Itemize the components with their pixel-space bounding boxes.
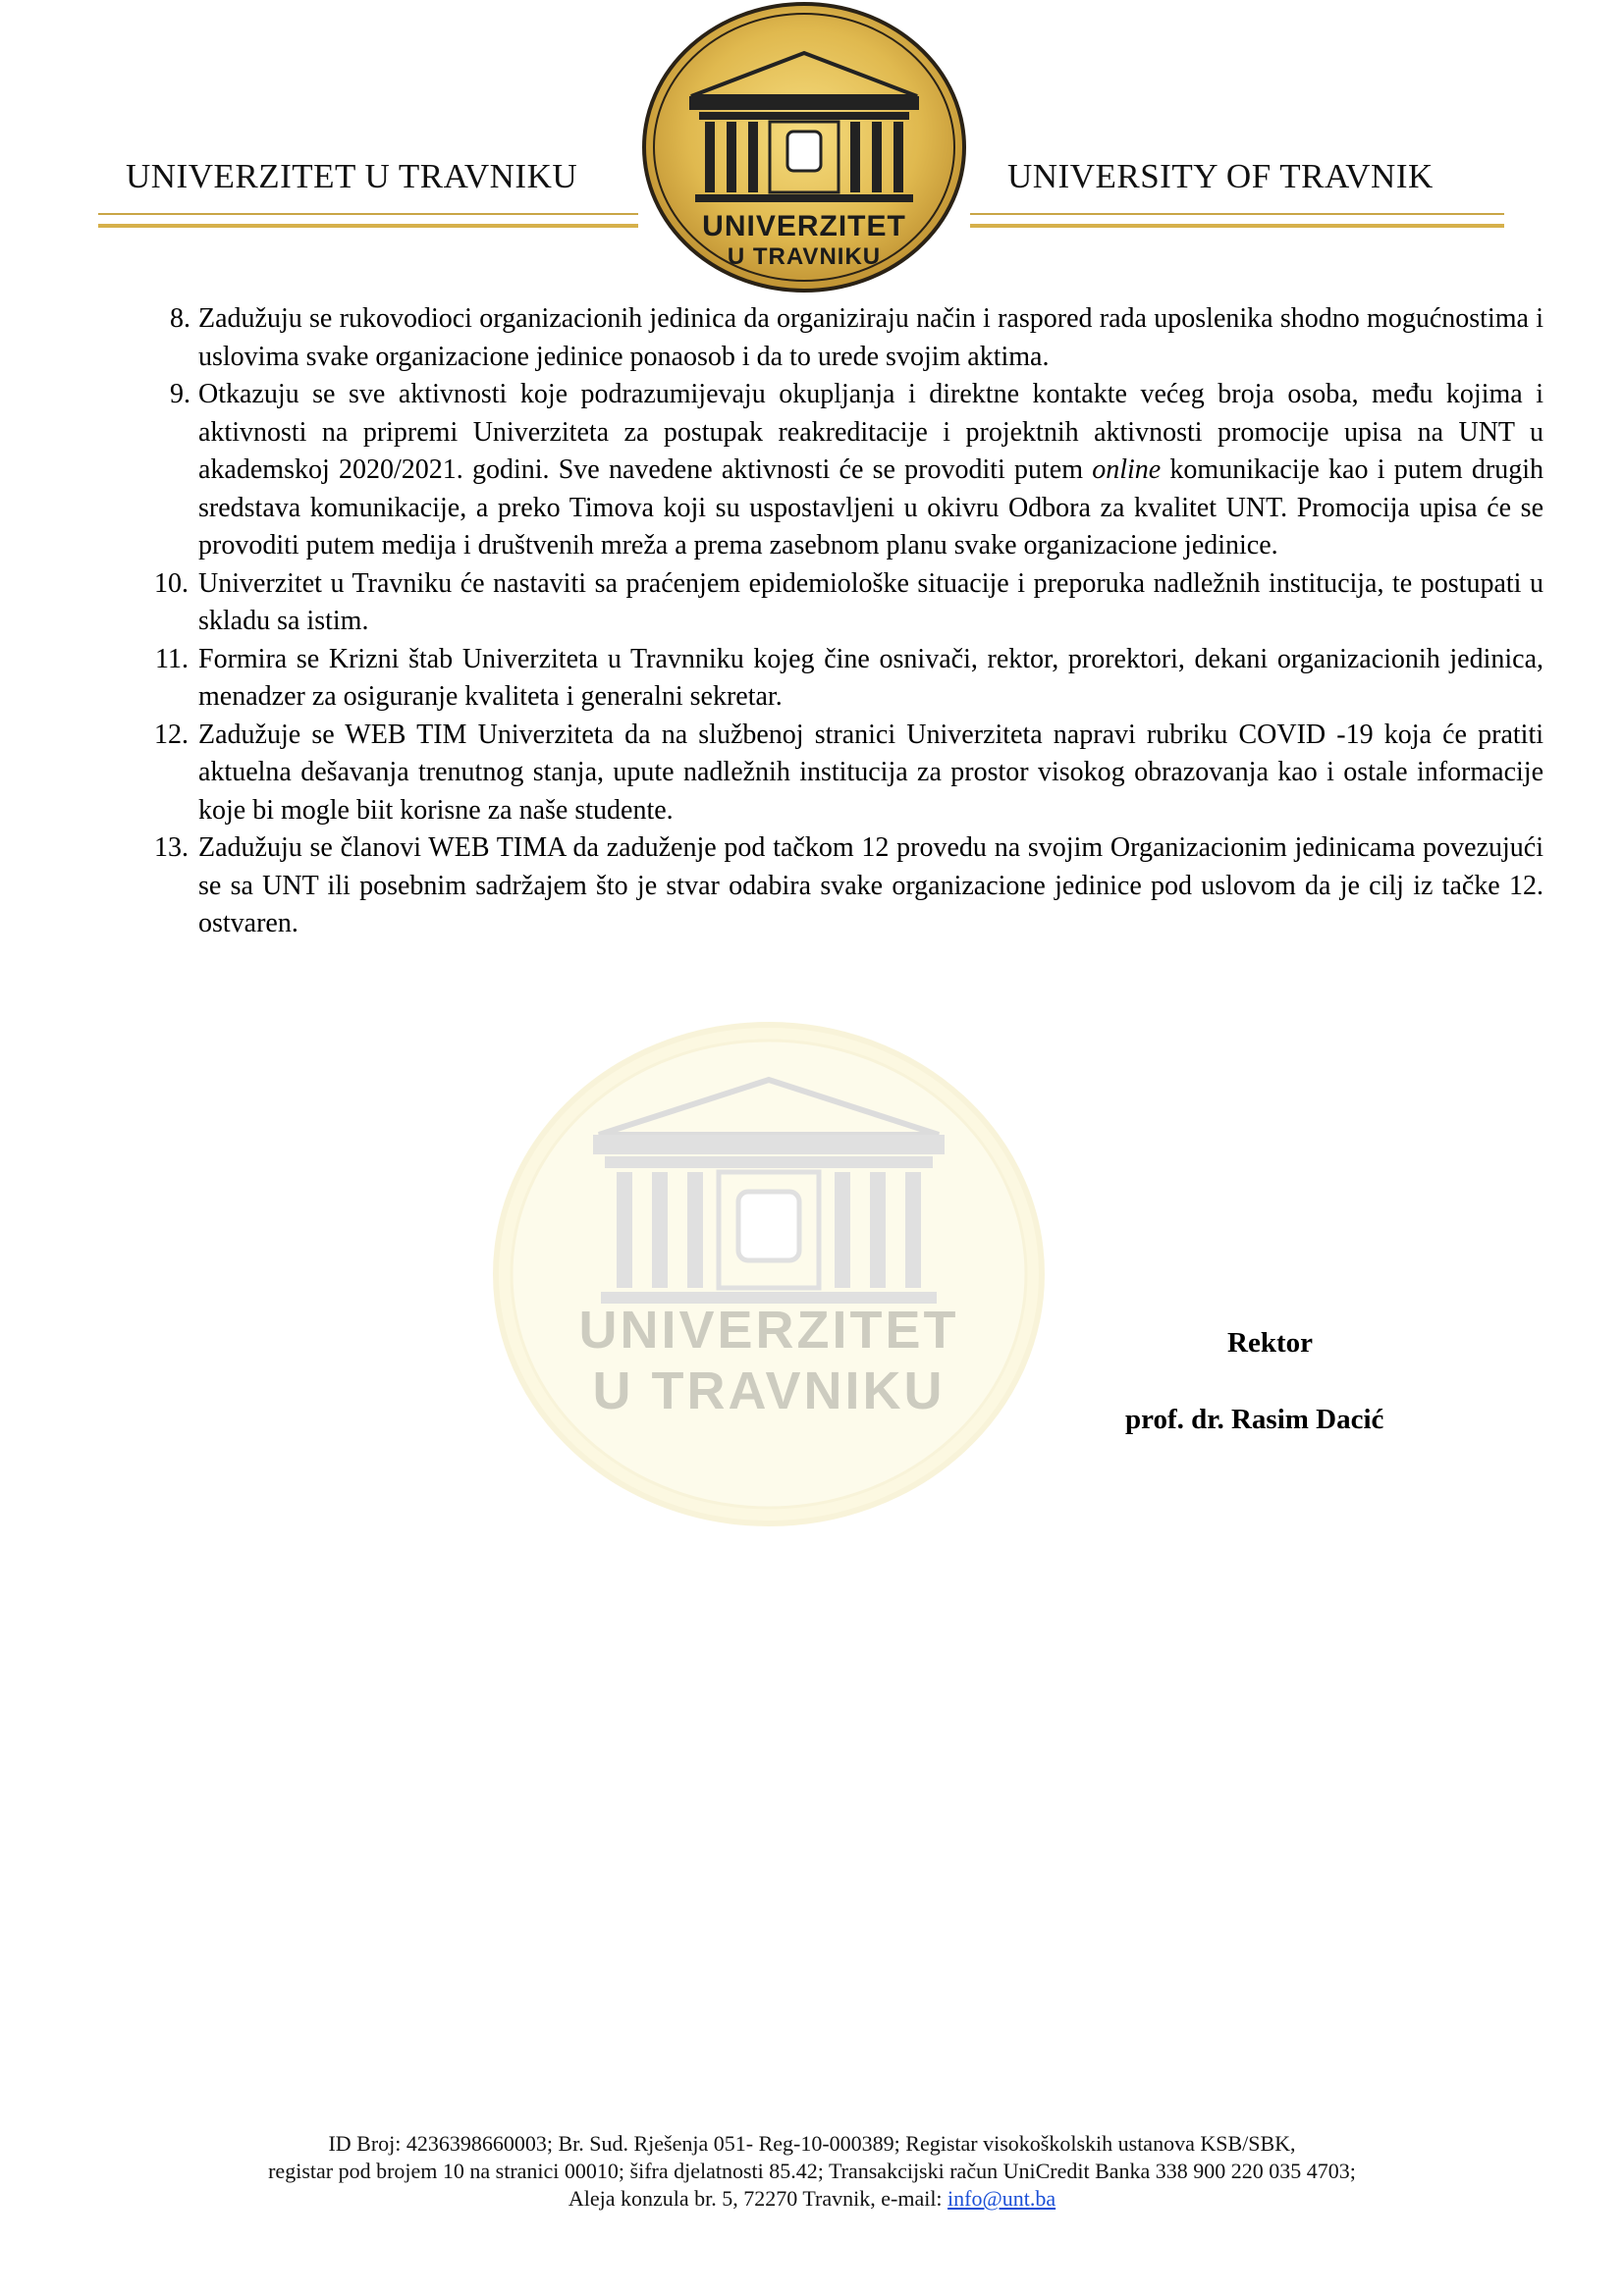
item-number: 11. xyxy=(155,643,189,674)
item-text-part-b: komunikacije kao i putem drugih sredstava komunikacije, a preko Timova koji su uspostavljeni u okivru Odbora za kvalitet UNT. Promocija upisa će se provoditi putem medija i društvenih mreža a prema zasebnom planu svake organizacione jedinice. xyxy=(198,454,1543,561)
header-rule-left-thin xyxy=(98,213,638,215)
list-item-12 xyxy=(147,717,1543,830)
footer-line-3 xyxy=(98,2185,1526,2213)
list-item-9 xyxy=(147,376,1543,565)
list-item-11 xyxy=(147,641,1543,717)
logo-watermark xyxy=(491,1019,1047,1529)
list-item-13 xyxy=(147,829,1543,943)
footer-line-2: registar pod brojem 10 na stranici 00010; šifra djelatnosti 85.42; Transakcijski račun UniCredit Banka 338 900 220 035 4703; xyxy=(268,2159,1356,2183)
header-right-title: UNIVERSITY OF TRAVNIK xyxy=(1007,157,1434,195)
item-number: 13. xyxy=(154,832,189,863)
decision-list xyxy=(147,300,1543,943)
watermark-text-line2: U TRAVNIKU xyxy=(592,1362,946,1420)
item-text-italic: online xyxy=(1092,454,1162,485)
header-rule-left-thick xyxy=(98,224,638,228)
item-number: 12. xyxy=(154,719,189,750)
item-number: 10. xyxy=(154,567,189,599)
item-number: 8. xyxy=(170,303,190,334)
footer-address: Aleja konzula br. 5, 72270 Travnik, e-mail: xyxy=(568,2186,948,2211)
item-text: Formira se Krizni štab Univerziteta u Travnniku kojeg čine osnivači, rektor, prorektori, dekani organizacionih jedinica, menadzer za osiguranje kvaliteta i generalni sekretar. xyxy=(198,643,1543,712)
item-text-part-a: Otkazuju se sve aktivnosti koje podrazumijevaju okupljanja i direktne kontakte većeg broja osoba, među kojima i aktivnosti na pripremi Univerziteta za postupak reakreditacije i projektnih aktivnosti promocije upisa na UNT u akademskoj 2020/2021. godini. Sve navedene aktivnosti će se provoditi putem xyxy=(198,379,1543,485)
footer xyxy=(98,2130,1526,2213)
email-link[interactable]: info@unt.ba xyxy=(947,2186,1056,2211)
logo-text-line1: UNIVERZITET xyxy=(702,210,906,242)
item-text: Zadužuje se WEB TIM Univerziteta da na službenoj stranici Univerziteta napravi rubriku COVID -19 koja će pratiti aktuelna dešavanja trenutnog stanja, upute nadležnih institucija za prostor visokog obrazovanja kao i ostale informacije koje bi mogle biit korisne za naše studente. xyxy=(198,719,1543,826)
header-rule-right-thick xyxy=(970,224,1504,228)
watermark-text-line1: UNIVERZITET xyxy=(578,1301,959,1360)
item-number: 9. xyxy=(170,379,190,409)
list-item-8 xyxy=(147,300,1543,376)
item-text: Zadužuju se rukovodioci organizacionih jedinica da organiziraju način i raspored rada uposlenika shodno mogućnostima i uslovima svake organizacione jedinice ponaosob i da to urede svojim aktima. xyxy=(198,303,1543,372)
item-text: Zadužuju se članovi WEB TIMA da zaduženje pod tačkom 12 provedu na svojim Organizacionim jedinicama povezujući se sa UNT ili posebnim sadržajem što je stvar odabira svake organizacione jedinice pod uslovom da je cilj iz tačke 12. ostvaren. xyxy=(198,832,1543,938)
header-rule-right-thin xyxy=(970,213,1504,215)
signature-title: Rektor xyxy=(1227,1327,1313,1359)
item-text: Univerzitet u Travniku će nastaviti sa praćenjem epidemiološke situacije i preporuka nadležnih institucija, te postupati u skladu sa istim. xyxy=(198,567,1543,636)
signature-name: prof. dr. Rasim Dacić xyxy=(1125,1404,1384,1435)
list-item-10 xyxy=(147,565,1543,641)
footer-line-1: ID Broj: 4236398660003; Br. Sud. Rješenja 051- Reg-10-000389; Registar visokoškolskih ustanova KSB/SBK, xyxy=(328,2131,1296,2156)
header-left-title: UNIVERZITET U TRAVNIKU xyxy=(126,157,578,195)
logo-text-line2: U TRAVNIKU xyxy=(727,243,882,270)
